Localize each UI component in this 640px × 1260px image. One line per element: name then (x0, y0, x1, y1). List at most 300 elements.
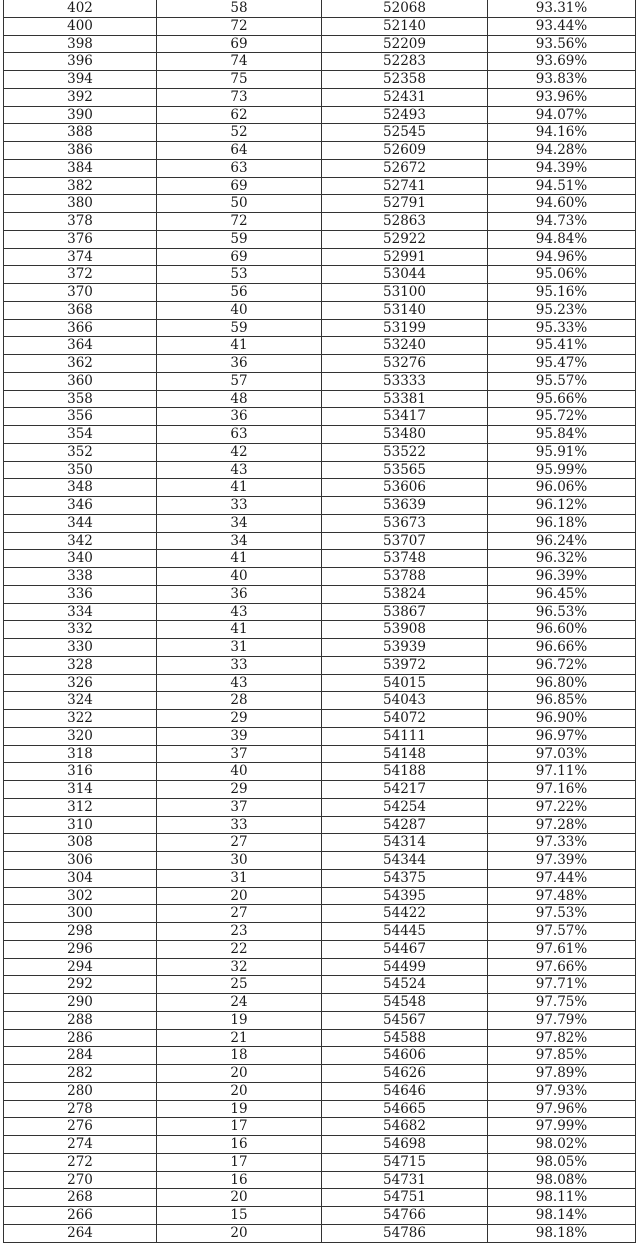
score-cell: 304 (4, 869, 157, 887)
percentage-cell: 97.39% (488, 852, 636, 870)
percentage-cell: 95.41% (488, 337, 636, 355)
count-cell: 40 (157, 568, 322, 586)
count-cell: 37 (157, 798, 322, 816)
score-cell: 342 (4, 532, 157, 550)
table-row (4, 372, 636, 390)
table-row (4, 674, 636, 692)
count-cell: 34 (157, 514, 322, 532)
percentage-cell: 95.16% (488, 284, 636, 302)
percentage-cell: 96.72% (488, 656, 636, 674)
count-cell: 20 (157, 1082, 322, 1100)
table-row (4, 940, 636, 958)
cumulative-count-cell: 53788 (322, 568, 488, 586)
percentage-cell: 97.96% (488, 1100, 636, 1118)
cumulative-count-cell: 52545 (322, 124, 488, 142)
table-row (4, 1118, 636, 1136)
table-row (4, 816, 636, 834)
cumulative-count-cell: 54626 (322, 1065, 488, 1083)
score-cell: 294 (4, 958, 157, 976)
percentage-cell: 97.61% (488, 940, 636, 958)
score-cell: 376 (4, 230, 157, 248)
percentage-cell: 98.14% (488, 1207, 636, 1225)
score-cell: 332 (4, 621, 157, 639)
table-row (4, 426, 636, 444)
score-cell: 378 (4, 213, 157, 231)
percentage-cell: 97.85% (488, 1047, 636, 1065)
percentage-cell: 94.73% (488, 213, 636, 231)
table-row (4, 1224, 636, 1242)
percentage-cell: 96.06% (488, 479, 636, 497)
count-cell: 16 (157, 1136, 322, 1154)
cumulative-count-cell: 52741 (322, 177, 488, 195)
count-cell: 40 (157, 301, 322, 319)
cumulative-count-cell: 53381 (322, 390, 488, 408)
table-row (4, 1100, 636, 1118)
percentage-cell: 96.66% (488, 639, 636, 657)
table-row (4, 443, 636, 461)
score-cell: 318 (4, 745, 157, 763)
score-cell: 366 (4, 319, 157, 337)
cumulative-count-cell: 52863 (322, 213, 488, 231)
count-cell: 63 (157, 159, 322, 177)
table-row (4, 994, 636, 1012)
table-row (4, 745, 636, 763)
score-cell: 370 (4, 284, 157, 302)
count-cell: 43 (157, 674, 322, 692)
table-row (4, 639, 636, 657)
count-cell: 20 (157, 887, 322, 905)
percentage-cell: 97.82% (488, 1029, 636, 1047)
table-row (4, 390, 636, 408)
count-cell: 15 (157, 1207, 322, 1225)
table-row (4, 763, 636, 781)
cumulative-count-cell: 54395 (322, 887, 488, 905)
cumulative-count-cell: 53673 (322, 514, 488, 532)
count-cell: 74 (157, 53, 322, 71)
score-cell: 288 (4, 1011, 157, 1029)
table-row (4, 195, 636, 213)
score-cell: 382 (4, 177, 157, 195)
table-row (4, 532, 636, 550)
percentage-cell: 98.08% (488, 1171, 636, 1189)
table-row (4, 1029, 636, 1047)
table-row (4, 568, 636, 586)
count-cell: 42 (157, 443, 322, 461)
percentage-cell: 98.11% (488, 1189, 636, 1207)
score-cell: 276 (4, 1118, 157, 1136)
percentage-cell: 96.97% (488, 727, 636, 745)
cumulative-count-cell: 54188 (322, 763, 488, 781)
count-cell: 30 (157, 852, 322, 870)
cumulative-count-cell: 54646 (322, 1082, 488, 1100)
count-cell: 33 (157, 497, 322, 515)
cumulative-count-cell: 54682 (322, 1118, 488, 1136)
count-cell: 39 (157, 727, 322, 745)
cumulative-count-cell: 54751 (322, 1189, 488, 1207)
score-cell: 280 (4, 1082, 157, 1100)
cumulative-count-cell: 52493 (322, 106, 488, 124)
score-cell: 296 (4, 940, 157, 958)
count-cell: 41 (157, 337, 322, 355)
cumulative-count-cell: 54314 (322, 834, 488, 852)
table-row (4, 923, 636, 941)
percentage-cell: 98.18% (488, 1224, 636, 1242)
cumulative-count-cell: 54786 (322, 1224, 488, 1242)
score-cell: 264 (4, 1224, 157, 1242)
percentage-cell: 97.66% (488, 958, 636, 976)
cumulative-count-cell: 54375 (322, 869, 488, 887)
cumulative-count-cell: 52431 (322, 88, 488, 106)
table-row (4, 1011, 636, 1029)
count-cell: 17 (157, 1118, 322, 1136)
table-row (4, 887, 636, 905)
count-cell: 41 (157, 621, 322, 639)
cumulative-count-cell: 54548 (322, 994, 488, 1012)
score-cell: 286 (4, 1029, 157, 1047)
cumulative-count-cell: 54766 (322, 1207, 488, 1225)
score-cell: 344 (4, 514, 157, 532)
percentage-cell: 95.84% (488, 426, 636, 444)
count-cell: 31 (157, 869, 322, 887)
cumulative-count-cell: 52791 (322, 195, 488, 213)
table-row (4, 479, 636, 497)
cumulative-count-cell: 54665 (322, 1100, 488, 1118)
cumulative-count-cell: 54567 (322, 1011, 488, 1029)
table-row (4, 337, 636, 355)
table-row (4, 621, 636, 639)
cumulative-count-cell: 53240 (322, 337, 488, 355)
count-cell: 31 (157, 639, 322, 657)
score-cell: 380 (4, 195, 157, 213)
table-row (4, 301, 636, 319)
table-row (4, 53, 636, 71)
cumulative-count-cell: 53199 (322, 319, 488, 337)
table-row (4, 1065, 636, 1083)
percentage-cell: 95.47% (488, 355, 636, 373)
count-cell: 72 (157, 17, 322, 35)
count-cell: 23 (157, 923, 322, 941)
cumulative-count-cell: 53748 (322, 550, 488, 568)
cumulative-count-cell: 53972 (322, 656, 488, 674)
score-cell: 398 (4, 35, 157, 53)
score-cell: 326 (4, 674, 157, 692)
percentage-cell: 94.60% (488, 195, 636, 213)
count-cell: 27 (157, 834, 322, 852)
table-row (4, 834, 636, 852)
count-cell: 29 (157, 710, 322, 728)
cumulative-count-cell: 54606 (322, 1047, 488, 1065)
cumulative-count-cell: 53333 (322, 372, 488, 390)
score-cell: 352 (4, 443, 157, 461)
score-distribution-table-container (3, 0, 635, 1243)
table-row (4, 869, 636, 887)
percentage-cell: 95.99% (488, 461, 636, 479)
score-cell: 298 (4, 923, 157, 941)
table-row (4, 319, 636, 337)
percentage-cell: 95.33% (488, 319, 636, 337)
percentage-cell: 97.16% (488, 781, 636, 799)
count-cell: 22 (157, 940, 322, 958)
score-distribution-table (3, 0, 636, 1243)
table-row (4, 727, 636, 745)
percentage-cell: 95.66% (488, 390, 636, 408)
score-cell: 338 (4, 568, 157, 586)
count-cell: 58 (157, 0, 322, 17)
cumulative-count-cell: 52068 (322, 0, 488, 17)
table-row (4, 355, 636, 373)
count-cell: 36 (157, 355, 322, 373)
score-cell: 374 (4, 248, 157, 266)
cumulative-count-cell: 54217 (322, 781, 488, 799)
score-cell: 368 (4, 301, 157, 319)
cumulative-count-cell: 54148 (322, 745, 488, 763)
score-cell: 268 (4, 1189, 157, 1207)
percentage-cell: 96.39% (488, 568, 636, 586)
table-row (4, 1207, 636, 1225)
count-cell: 20 (157, 1189, 322, 1207)
percentage-cell: 93.56% (488, 35, 636, 53)
percentage-cell: 95.72% (488, 408, 636, 426)
count-cell: 53 (157, 266, 322, 284)
count-cell: 37 (157, 745, 322, 763)
percentage-cell: 98.02% (488, 1136, 636, 1154)
cumulative-count-cell: 54072 (322, 710, 488, 728)
cumulative-count-cell: 53908 (322, 621, 488, 639)
percentage-cell: 94.39% (488, 159, 636, 177)
cumulative-count-cell: 54287 (322, 816, 488, 834)
cumulative-count-cell: 53639 (322, 497, 488, 515)
cumulative-count-cell: 54588 (322, 1029, 488, 1047)
count-cell: 19 (157, 1011, 322, 1029)
cumulative-count-cell: 54524 (322, 976, 488, 994)
table-row (4, 1189, 636, 1207)
table-row (4, 159, 636, 177)
percentage-cell: 96.32% (488, 550, 636, 568)
table-row (4, 88, 636, 106)
cumulative-count-cell: 53140 (322, 301, 488, 319)
table-row (4, 17, 636, 35)
percentage-cell: 97.53% (488, 905, 636, 923)
table-body (4, 0, 636, 1242)
cumulative-count-cell: 54499 (322, 958, 488, 976)
score-cell: 290 (4, 994, 157, 1012)
count-cell: 52 (157, 124, 322, 142)
table-row (4, 248, 636, 266)
cumulative-count-cell: 54422 (322, 905, 488, 923)
cumulative-count-cell: 54445 (322, 923, 488, 941)
percentage-cell: 93.69% (488, 53, 636, 71)
count-cell: 59 (157, 230, 322, 248)
count-cell: 43 (157, 461, 322, 479)
count-cell: 36 (157, 585, 322, 603)
score-cell: 384 (4, 159, 157, 177)
percentage-cell: 97.75% (488, 994, 636, 1012)
cumulative-count-cell: 54043 (322, 692, 488, 710)
count-cell: 73 (157, 88, 322, 106)
cumulative-count-cell: 54015 (322, 674, 488, 692)
percentage-cell: 96.24% (488, 532, 636, 550)
table-row (4, 585, 636, 603)
table-row (4, 905, 636, 923)
score-cell: 390 (4, 106, 157, 124)
percentage-cell: 94.84% (488, 230, 636, 248)
count-cell: 41 (157, 479, 322, 497)
percentage-cell: 94.96% (488, 248, 636, 266)
table-row (4, 71, 636, 89)
percentage-cell: 96.45% (488, 585, 636, 603)
count-cell: 50 (157, 195, 322, 213)
percentage-cell: 97.71% (488, 976, 636, 994)
cumulative-count-cell: 52609 (322, 142, 488, 160)
score-cell: 334 (4, 603, 157, 621)
score-cell: 356 (4, 408, 157, 426)
cumulative-count-cell: 54254 (322, 798, 488, 816)
score-cell: 348 (4, 479, 157, 497)
cumulative-count-cell: 54344 (322, 852, 488, 870)
score-cell: 388 (4, 124, 157, 142)
score-cell: 360 (4, 372, 157, 390)
cumulative-count-cell: 53417 (322, 408, 488, 426)
count-cell: 43 (157, 603, 322, 621)
score-cell: 316 (4, 763, 157, 781)
count-cell: 75 (157, 71, 322, 89)
cumulative-count-cell: 52672 (322, 159, 488, 177)
score-cell: 274 (4, 1136, 157, 1154)
score-cell: 270 (4, 1171, 157, 1189)
percentage-cell: 94.16% (488, 124, 636, 142)
score-cell: 292 (4, 976, 157, 994)
table-row (4, 124, 636, 142)
count-cell: 59 (157, 319, 322, 337)
score-cell: 328 (4, 656, 157, 674)
cumulative-count-cell: 54698 (322, 1136, 488, 1154)
cumulative-count-cell: 54731 (322, 1171, 488, 1189)
count-cell: 28 (157, 692, 322, 710)
table-row (4, 514, 636, 532)
count-cell: 18 (157, 1047, 322, 1065)
percentage-cell: 93.96% (488, 88, 636, 106)
score-cell: 314 (4, 781, 157, 799)
score-cell: 400 (4, 17, 157, 35)
count-cell: 56 (157, 284, 322, 302)
table-row (4, 1136, 636, 1154)
score-cell: 278 (4, 1100, 157, 1118)
cumulative-count-cell: 53939 (322, 639, 488, 657)
table-row (4, 142, 636, 160)
score-cell: 402 (4, 0, 157, 17)
count-cell: 27 (157, 905, 322, 923)
count-cell: 64 (157, 142, 322, 160)
cumulative-count-cell: 53606 (322, 479, 488, 497)
score-cell: 322 (4, 710, 157, 728)
cumulative-count-cell: 52922 (322, 230, 488, 248)
count-cell: 20 (157, 1065, 322, 1083)
percentage-cell: 96.60% (488, 621, 636, 639)
count-cell: 33 (157, 656, 322, 674)
score-cell: 312 (4, 798, 157, 816)
score-cell: 272 (4, 1153, 157, 1171)
count-cell: 17 (157, 1153, 322, 1171)
score-cell: 324 (4, 692, 157, 710)
score-cell: 284 (4, 1047, 157, 1065)
count-cell: 69 (157, 248, 322, 266)
table-row (4, 1047, 636, 1065)
score-cell: 394 (4, 71, 157, 89)
count-cell: 63 (157, 426, 322, 444)
count-cell: 72 (157, 213, 322, 231)
table-row (4, 781, 636, 799)
percentage-cell: 95.91% (488, 443, 636, 461)
cumulative-count-cell: 54467 (322, 940, 488, 958)
score-cell: 340 (4, 550, 157, 568)
percentage-cell: 94.51% (488, 177, 636, 195)
count-cell: 32 (157, 958, 322, 976)
count-cell: 48 (157, 390, 322, 408)
table-row (4, 852, 636, 870)
percentage-cell: 93.31% (488, 0, 636, 17)
cumulative-count-cell: 52358 (322, 71, 488, 89)
count-cell: 69 (157, 177, 322, 195)
percentage-cell: 95.23% (488, 301, 636, 319)
percentage-cell: 97.93% (488, 1082, 636, 1100)
cumulative-count-cell: 53707 (322, 532, 488, 550)
table-row (4, 35, 636, 53)
cumulative-count-cell: 53824 (322, 585, 488, 603)
percentage-cell: 95.57% (488, 372, 636, 390)
count-cell: 16 (157, 1171, 322, 1189)
score-cell: 310 (4, 816, 157, 834)
table-row (4, 550, 636, 568)
percentage-cell: 93.83% (488, 71, 636, 89)
table-row (4, 603, 636, 621)
score-cell: 336 (4, 585, 157, 603)
percentage-cell: 97.11% (488, 763, 636, 781)
table-row (4, 1082, 636, 1100)
cumulative-count-cell: 53522 (322, 443, 488, 461)
percentage-cell: 97.22% (488, 798, 636, 816)
cumulative-count-cell: 52283 (322, 53, 488, 71)
count-cell: 21 (157, 1029, 322, 1047)
score-cell: 308 (4, 834, 157, 852)
cumulative-count-cell: 53565 (322, 461, 488, 479)
count-cell: 69 (157, 35, 322, 53)
table-row (4, 497, 636, 515)
score-cell: 392 (4, 88, 157, 106)
score-cell: 282 (4, 1065, 157, 1083)
score-cell: 362 (4, 355, 157, 373)
score-cell: 266 (4, 1207, 157, 1225)
count-cell: 33 (157, 816, 322, 834)
percentage-cell: 94.28% (488, 142, 636, 160)
table-row (4, 0, 636, 17)
score-cell: 364 (4, 337, 157, 355)
table-row (4, 958, 636, 976)
table-row (4, 106, 636, 124)
score-cell: 396 (4, 53, 157, 71)
count-cell: 41 (157, 550, 322, 568)
percentage-cell: 97.28% (488, 816, 636, 834)
count-cell: 25 (157, 976, 322, 994)
table-row (4, 230, 636, 248)
table-row (4, 798, 636, 816)
table-row (4, 976, 636, 994)
count-cell: 34 (157, 532, 322, 550)
percentage-cell: 95.06% (488, 266, 636, 284)
table-row (4, 213, 636, 231)
percentage-cell: 98.05% (488, 1153, 636, 1171)
score-cell: 354 (4, 426, 157, 444)
percentage-cell: 96.90% (488, 710, 636, 728)
